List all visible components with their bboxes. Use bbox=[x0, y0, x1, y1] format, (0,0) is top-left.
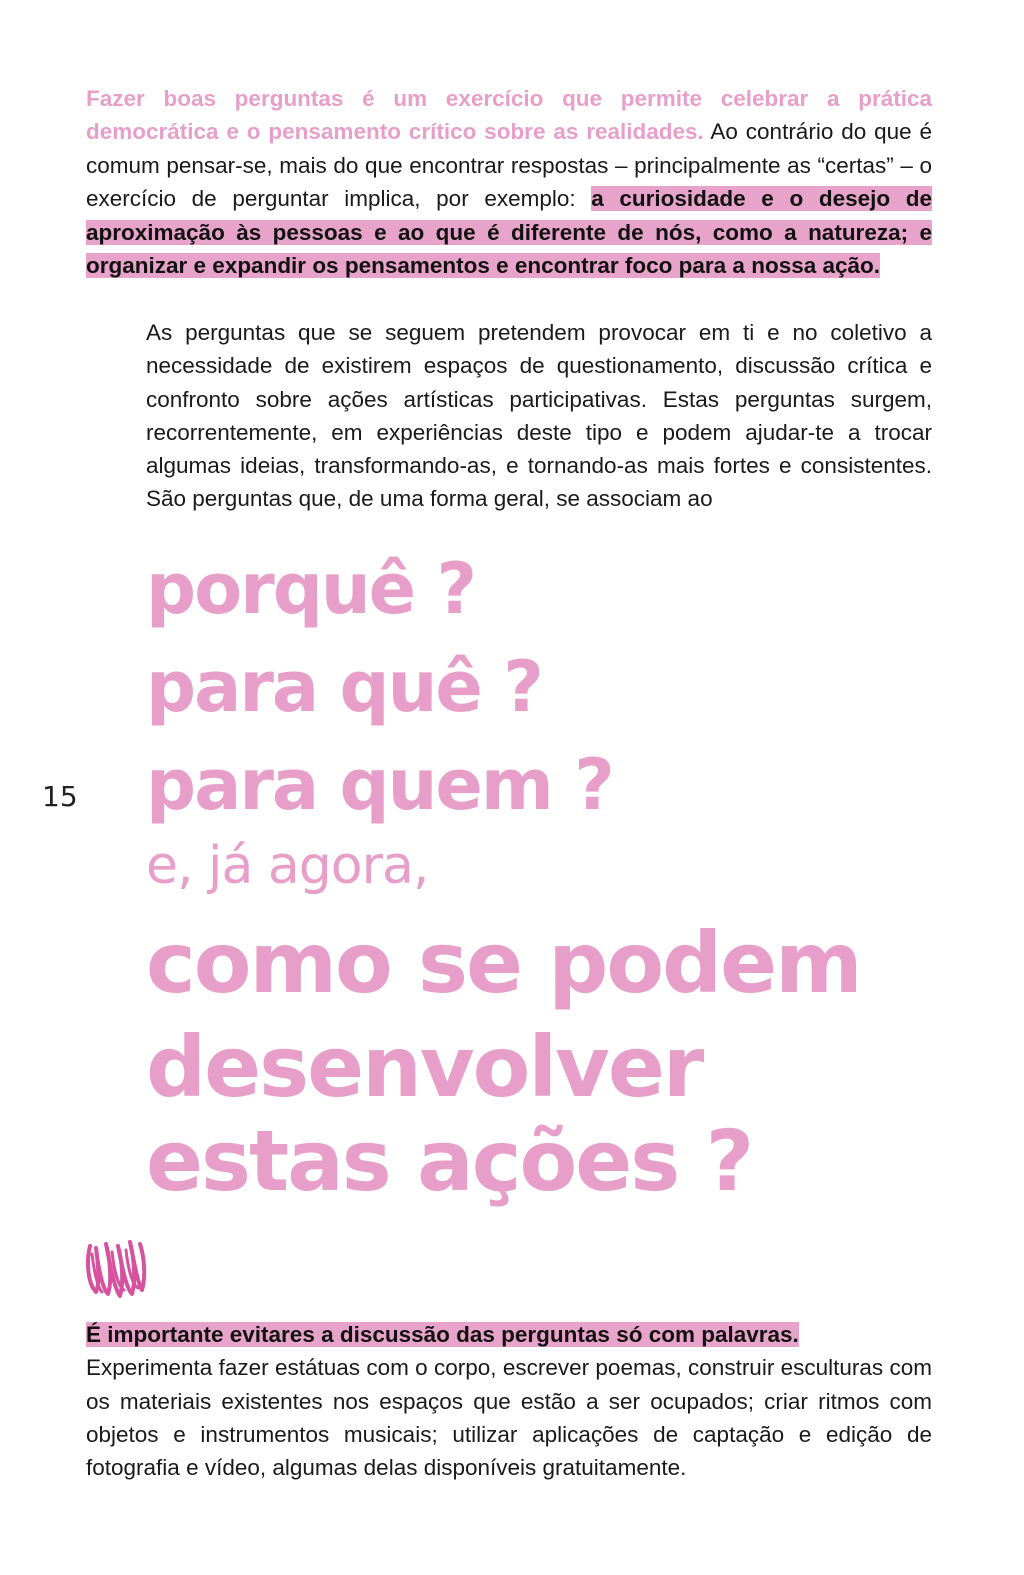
question-porque: porquê ? bbox=[146, 548, 476, 630]
questions-intro-paragraph: As perguntas que se seguem pretendem provocar em ti e no coletivo a necessidade de existirem espaços de questionamento, discussão crítica e confronto sobre ações artísticas participativas. Estas perguntas surgem, recorrentemente, em experiências deste tipo e podem ajudar-te a trocar algumas ideias, transformando-as, e tornando-as mais fortes e consistentes. São perguntas que, de uma forma geral, se associam ao bbox=[146, 320, 932, 512]
outro-paragraph bbox=[86, 1318, 932, 1484]
intro-plain-text: Ao contrário do que é comum pensar-se, mais do que encontrar respostas – principalmente as “certas” – o exercício de perguntar implica, por exemplo: bbox=[86, 119, 932, 212]
page-number: 15 bbox=[42, 780, 78, 813]
question-como-se-podem: como se podem bbox=[146, 914, 861, 1012]
scribble-icon bbox=[84, 1232, 148, 1302]
intro-pink-lead: Fazer boas perguntas é um exercício que permite celebrar a prática democrática e o pensamento crítico sobre as realidades. bbox=[86, 86, 932, 145]
question-estas-acoes: estas ações ? bbox=[146, 1112, 753, 1210]
question-desenvolver: desenvolver bbox=[146, 1018, 703, 1116]
outro-text: Experimenta fazer estátuas com o corpo, escrever poemas, construir esculturas com os materiais existentes nos espaços que estão a ser ocupados; criar ritmos com objetos e instrumentos musicais; utilizar aplicações de captação e edição de fotografia e vídeo, algumas delas disponíveis gratuitamente. bbox=[86, 1355, 932, 1481]
outro-highlight: É importante evitares a discussão das perguntas só com palavras. bbox=[86, 1322, 799, 1347]
question-para-quem: para quem ? bbox=[146, 744, 613, 826]
intro-highlight: a curiosidade e o desejo de aproximação às pessoas e ao que é diferente de nós, como a natureza; e organizar e expandir os pensamentos e encontrar foco para a nossa ação. bbox=[86, 186, 932, 279]
question-e-ja-agora: e, já agora, bbox=[146, 836, 429, 896]
intro-paragraph bbox=[86, 82, 932, 282]
question-para-que: para quê ? bbox=[146, 646, 542, 728]
